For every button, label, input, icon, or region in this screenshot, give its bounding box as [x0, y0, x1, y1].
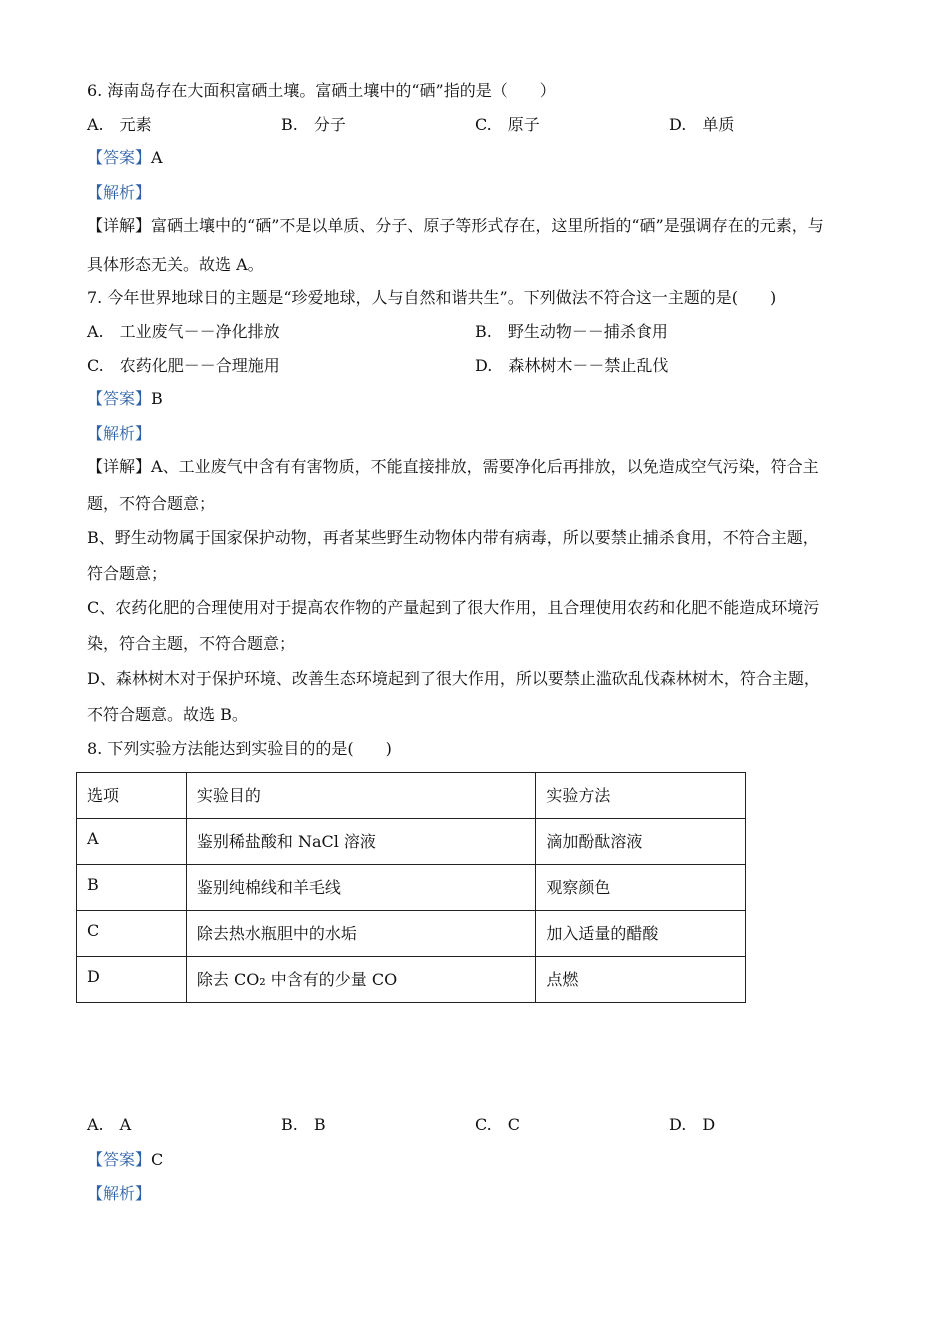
q7-answer-line	[87, 388, 163, 410]
q6-detail-line-2: 具体形态无关。故选 A。	[87, 255, 264, 274]
q7-detail-line-8: 不符合题意。故选 B。	[87, 705, 248, 724]
table-row	[77, 865, 746, 911]
answer-tag: 【答案】	[87, 1150, 152, 1169]
q6-stem: 6. 海南岛存在大面积富硒土壤。富硒土壤中的“硒”指的是（ ）	[87, 81, 556, 100]
answer-tag: 【答案】	[87, 389, 152, 408]
q6-option-c: C. 原子	[475, 115, 540, 134]
detail-tag: 【详解】	[87, 216, 152, 235]
table-cell: 点燃	[536, 957, 746, 1003]
table-cell: 加入适量的醋酸	[536, 911, 746, 957]
q6-analysis-tag: 【解析】	[87, 183, 152, 202]
table-header-cell: 实验目的	[186, 773, 535, 819]
q6-option-d: D. 单质	[669, 115, 735, 134]
q7-detail-line-1	[87, 456, 819, 478]
table-cell: 鉴别稀盐酸和 NaCl 溶液	[186, 819, 535, 865]
table-cell: A	[77, 819, 187, 865]
q8-option-d: D. D	[669, 1115, 716, 1134]
q8-table	[76, 772, 746, 1003]
q7-option-c: C. 农药化肥－－合理施用	[87, 356, 280, 375]
q7-detail-line-4: 符合题意；	[87, 564, 168, 583]
q6-detail-line-1	[87, 215, 824, 237]
q7-analysis-tag: 【解析】	[87, 424, 152, 443]
table-cell: 除去热水瓶胆中的水垢	[186, 911, 535, 957]
answer-tag: 【答案】	[87, 148, 152, 167]
q7-detail-text-1: A、工业废气中含有有害物质，不能直接排放，需要净化后再排放，以免造成空气污染，符合主	[151, 457, 819, 476]
q8-stem: 8. 下列实验方法能达到实验目的的是( )	[87, 739, 392, 758]
table-row	[77, 911, 746, 957]
q6-option-b: B. 分子	[281, 115, 346, 134]
q6-option-a: A. 元素	[87, 115, 152, 134]
q7-detail-line-6: 染，符合主题，不符合题意；	[87, 634, 296, 653]
q7-detail-line-7: D、森林树木对于保护环境、改善生态环境起到了很大作用，所以要禁止滥砍乱伐森林树木，符合主题，	[87, 669, 820, 688]
table-cell: C	[77, 911, 187, 957]
q7-detail-line-3: B、野生动物属于国家保护动物，再者某些野生动物体内带有病毒，所以要禁止捕杀食用，不符合主题，	[87, 528, 819, 547]
q8-option-a: A. A	[87, 1115, 132, 1134]
q7-option-b: B. 野生动物－－捕杀食用	[475, 322, 668, 341]
table-cell: 滴加酚酞溶液	[536, 819, 746, 865]
q6-answer-line	[87, 147, 163, 169]
table-cell: B	[77, 865, 187, 911]
table-header-row	[77, 773, 746, 819]
q8-option-c: C. C	[475, 1115, 521, 1134]
q6-answer: A	[151, 148, 163, 167]
q7-detail-line-5: C、农药化肥的合理使用对于提高农作物的产量起到了很大作用，且合理使用农药和化肥不能造成环境污	[87, 598, 820, 617]
table-cell: 除去 CO₂ 中含有的少量 CO	[186, 957, 535, 1003]
table-cell: 鉴别纯棉线和羊毛线	[186, 865, 535, 911]
q7-option-d: D. 森林树木－－禁止乱伐	[475, 356, 669, 375]
q8-answer: C	[151, 1150, 164, 1169]
table-cell: 观察颜色	[536, 865, 746, 911]
table-row	[77, 957, 746, 1003]
q6-detail-text-1: 富硒土壤中的“硒”不是以单质、分子、原子等形式存在，这里所指的“硒”是强调存在的元素，与	[151, 216, 824, 235]
table-header-cell: 选项	[77, 773, 187, 819]
q8-answer-line	[87, 1149, 163, 1171]
table-row	[77, 819, 746, 865]
q7-detail-line-2: 题，不符合题意；	[87, 494, 216, 513]
table-header-cell: 实验方法	[536, 773, 746, 819]
q7-answer: B	[151, 389, 163, 408]
detail-tag: 【详解】	[87, 457, 152, 476]
q7-option-a: A. 工业废气－－净化排放	[87, 322, 280, 341]
table-cell: D	[77, 957, 187, 1003]
q8-option-b: B. B	[281, 1115, 326, 1134]
q8-analysis-tag: 【解析】	[87, 1184, 152, 1203]
q7-stem: 7. 今年世界地球日的主题是“珍爱地球，人与自然和谐共生”。下列做法不符合这一主题的是( )	[87, 288, 777, 307]
